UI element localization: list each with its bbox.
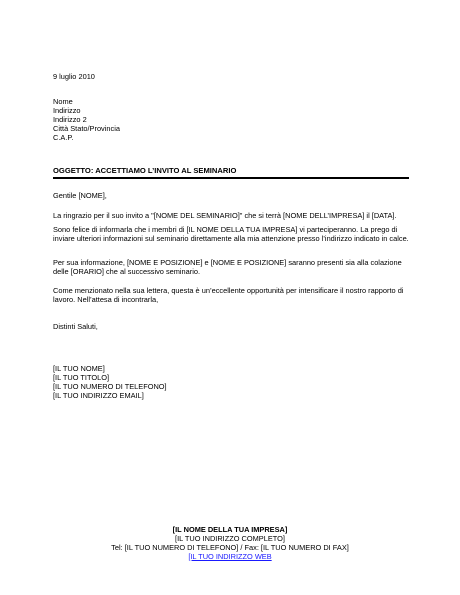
signature-line: [IL TUO NUMERO DI TELEFONO] — [53, 382, 167, 391]
recipient-address — [53, 97, 409, 142]
signature-line: [IL TUO TITOLO] — [53, 373, 109, 382]
signature-block — [53, 364, 409, 400]
address-line: Indirizzo — [53, 106, 81, 115]
body-paragraph-1: La ringrazio per il suo invito a "[NOME DEL SEMINARIO]" che si terrà [NOME DELL’IMPRESA] il [DATA]. — [53, 211, 397, 220]
address-line: C.A.P. — [53, 133, 74, 142]
subject-line: OGGETTO: ACCETTIAMO L’INVITO AL SEMINARIO — [53, 166, 237, 175]
letter-footer — [0, 525, 460, 561]
footer-phone-fax: Tel: [IL TUO NUMERO DI TELEFONO] / Fax: [IL TUO NUMERO DI FAX] — [111, 543, 349, 552]
subject-divider — [53, 177, 409, 179]
address-line: Nome — [53, 97, 73, 106]
signature-line: [IL TUO NOME] — [53, 364, 105, 373]
address-line: Indirizzo 2 — [53, 115, 87, 124]
body-paragraph-3: Per sua informazione, [NOME E POSIZIONE] e [NOME E POSIZIONE] saranno presenti sia alla colazione delle [ORARIO] che al successivo seminario. — [53, 258, 402, 276]
footer-web-link[interactable]: [IL TUO INDIRIZZO WEB — [188, 552, 272, 561]
closing: Distinti Saluti, — [53, 322, 98, 331]
body-paragraph-4: Come menzionato nella sua lettera, questa è un’eccellente opportunità per intensificare il nostro rapporto di lavoro. Nell’attesa di incontrarla, — [53, 286, 404, 304]
greeting: Gentile [NOME], — [53, 191, 107, 200]
footer-company: [IL NOME DELLA TUA IMPRESA] — [172, 525, 288, 534]
letter-date: 9 luglio 2010 — [53, 72, 95, 81]
body-paragraph-2: Sono felice di informarla che i membri di [IL NOME DELLA TUA IMPRESA] vi parteciperanno. La prego di inviare ulteriori informazioni sul seminario direttamente alla mia attenzione presso l’indirizzo indicato in calce. — [53, 225, 409, 243]
signature-line: [IL TUO INDIRIZZO EMAIL] — [53, 391, 144, 400]
footer-address: [IL TUO INDIRIZZO COMPLETO] — [175, 534, 285, 543]
address-line: Città Stato/Provincia — [53, 124, 120, 133]
